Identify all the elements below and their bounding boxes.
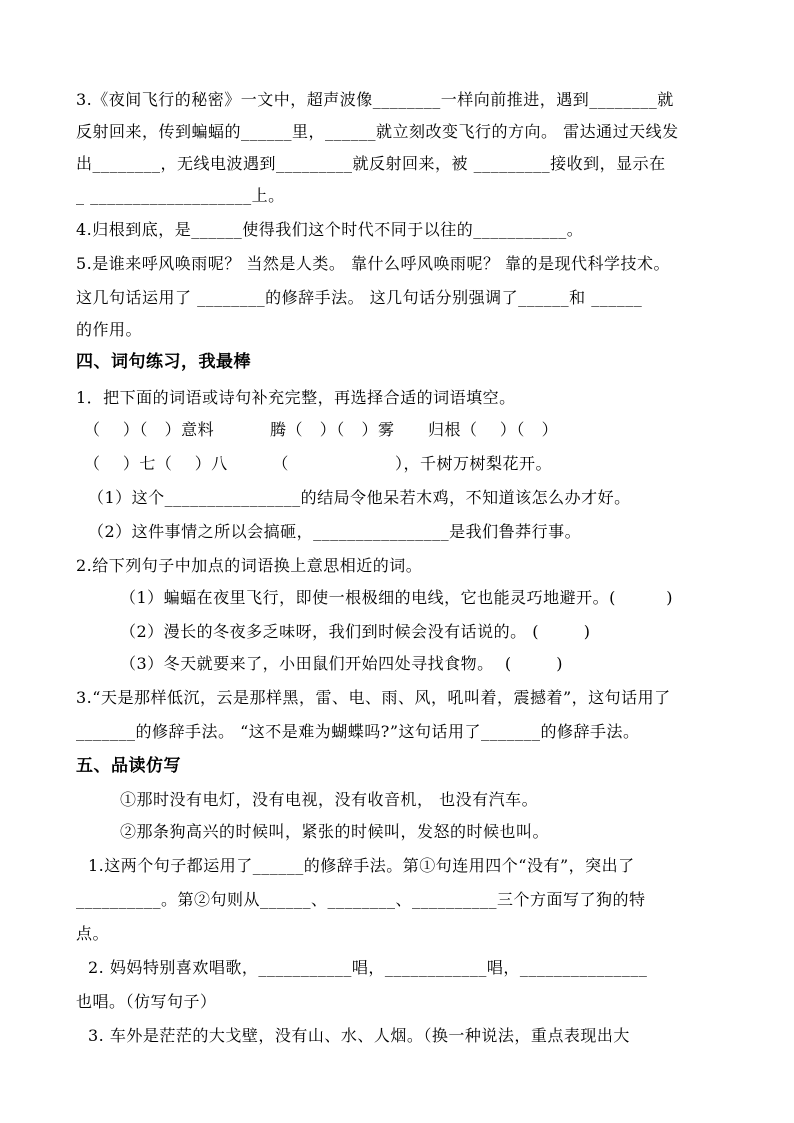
q5-line-2: 这几句话运用了 ________的修辞手法。 这几句话分别强调了______和 ______ — [76, 288, 643, 307]
q3-line-3: 出________，无线电波遇到_________就反射回来，被 _________接收到，显示在 — [76, 154, 666, 173]
s5-q1-line-3: 点。 — [76, 924, 110, 943]
s4-q2-item-2: （2）漫长的冬夜多乏味呀，我们到时候会没有话说的。 ( ) — [120, 622, 591, 641]
s4-q1-instruction: 1．把下面的词语或诗句补充完整，再选择合适的词语填空。 — [76, 388, 516, 407]
q5-line-3: 的作用。 — [76, 320, 143, 339]
s4-q2-item-3: （3）冬天就要来了，小田鼠们开始四处寻找食物。 ( ) — [120, 654, 564, 673]
s5-example-1: ①那时没有电灯，没有电视，没有收音机， 也没有汽车。 — [120, 790, 539, 809]
section-4-heading: 四、词句练习，我最棒 — [76, 352, 251, 372]
s4-q2-item-1: （1）蝙蝠在夜里飞行，即使一根极细的电线，它也能灵巧地避开。( ) — [120, 588, 673, 607]
s4-q3-line-1: 3.“天是那样低沉，云是那样黑，雷、电、雨、风，吼叫着，震撼着”，这句话用了 — [76, 688, 671, 707]
s4-q3-line-2: _______的修辞手法。 “这不是难为蝴蝶吗?”这句话用了_______的修辞手法。 — [76, 722, 640, 741]
s5-q1-line-1: 1.这两个句子都运用了______的修辞手法。第①句连用四个“没有”，突出了 — [88, 856, 635, 875]
s5-q2-line-2: 也唱。（仿写句子） — [76, 992, 217, 1011]
s4-q1-sentence-2: （2）这件事情之所以会搞砸，________________是我们鲁莽行事。 — [88, 522, 582, 541]
s5-q1-line-2: __________。第②句则从______、________、__________三个方面写了狗的特 — [76, 890, 646, 909]
s5-q2-line-1: 2. 妈妈特别喜欢唱歌，___________唱，____________唱，_______________ — [88, 958, 648, 977]
s4-q1-blanks-row-2: （ ）七（ ）八 （ ），千树万树梨花开。 — [84, 454, 553, 473]
s4-q1-sentence-1: （1）这个________________的结局令他呆若木鸡，不知道该怎么办才好。 — [88, 488, 631, 507]
s4-q2-instruction: 2.给下列句子中加点的词语换上意思相近的词。 — [76, 556, 423, 575]
q4-line: 4.归根到底，是______使得我们这个时代不同于以往的___________。 — [76, 220, 584, 239]
q3-line-1: 3.《夜间飞行的秘密》一文中，超声波像________一样向前推进，遇到________就 — [76, 90, 674, 109]
s4-q1-blanks-row-1: （ ）（ ）意料 腾（ ）（ ）雾 归根（ ）（ ） — [84, 420, 559, 439]
s5-example-2: ②那条狗高兴的时候叫，紧张的时候叫，发怒的时候也叫。 — [120, 822, 550, 841]
section-5-heading: 五、品读仿写 — [76, 756, 181, 776]
q3-line-2: 反射回来，传到蝙蝠的______里，______就立刻改变飞行的方向。 雷达通过天线发 — [76, 122, 679, 141]
s5-q3-line-1: 3. 车外是茫茫的大戈壁，没有山、水、人烟。（换一种说法，重点表现出大 — [88, 1026, 630, 1045]
q5-line-1: 5.是谁来呼风唤雨呢？ 当然是人类。 靠什么呼风唤雨呢？ 靠的是现代科学技术。 — [76, 254, 671, 273]
q3-line-4: _ ___________________上。 — [76, 186, 285, 205]
